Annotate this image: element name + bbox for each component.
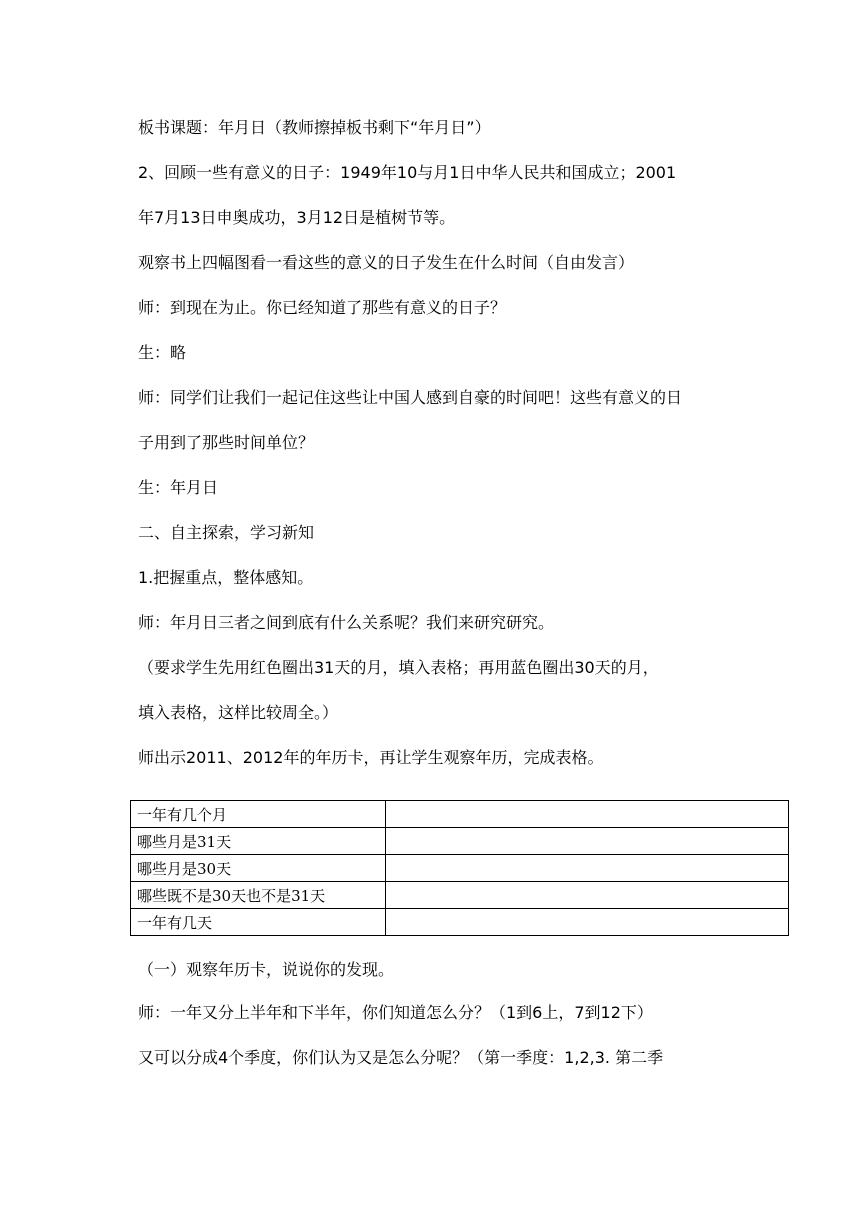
table-row	[131, 801, 789, 828]
table-cell-label: 哪些既不是30天也不是31天	[131, 882, 386, 909]
subheading-grasp-key: 1.把握重点，整体感知。	[138, 568, 314, 587]
month-days-table	[130, 800, 789, 936]
paragraph-half-year: 师：一年又分上半年和下半年，你们知道怎么分？（1到6上，7到12下）	[138, 1003, 653, 1022]
paragraph-quarters: 又可以分成4个季度，你们认为又是怎么分呢？（第一季度：1,2,3. 第二季	[138, 1048, 664, 1067]
paragraph-student-units: 生：年月日	[138, 478, 219, 497]
table-row	[131, 909, 789, 936]
paragraph-calendar-card: 师出示2011、2012年的年历卡，再让学生观察年历，完成表格。	[138, 748, 604, 767]
paragraph-teacher-question: 师：到现在为止。你已经知道了那些有意义的日子？	[138, 298, 507, 317]
table-row	[131, 828, 789, 855]
table-cell-label: 一年有几个月	[131, 801, 386, 828]
paragraph-teacher-relationship: 师：年月日三者之间到底有什么关系呢？我们来研究研究。	[138, 613, 555, 632]
table-cell-label: 哪些月是30天	[131, 855, 386, 882]
paragraph-review-dates-cont: 年7月13日申奥成功，3月12日是植树节等。	[138, 208, 456, 227]
paragraph-student-answer: 生：略	[138, 343, 187, 362]
table-row	[131, 855, 789, 882]
paragraph-instructions-cont: 填入表格，这样比较周全。）	[138, 703, 339, 722]
table-cell-answer	[386, 801, 789, 828]
paragraph-review-dates: 2、回顾一些有意义的日子：1949年10与月1日中华人民共和国成立；2001	[138, 163, 677, 182]
paragraph-teacher-remember: 师：同学们让我们一起记住这些让中国人感到自豪的时间吧！这些有意义的日	[138, 388, 683, 407]
paragraph-observe-pictures: 观察书上四幅图看一看这些的意义的日子发生在什么时间（自由发言）	[138, 253, 635, 272]
table-cell-answer	[386, 828, 789, 855]
subheading-observe-calendar: （一）观察年历卡，说说你的发现。	[138, 960, 395, 979]
table-cell-answer	[386, 909, 789, 936]
paragraph-instructions: （要求学生先用红色圈出31天的月，填入表格；再用蓝色圈出30天的月，	[138, 658, 659, 677]
table-cell-label: 一年有几天	[131, 909, 386, 936]
paragraph-lesson-title: 板书课题：年月日（教师擦掉板书剩下“年月日”）	[138, 118, 491, 137]
section-heading-explore: 二、自主探索，学习新知	[138, 523, 315, 542]
table-cell-label: 哪些月是31天	[131, 828, 386, 855]
table-cell-answer	[386, 855, 789, 882]
paragraph-teacher-remember-cont: 子用到了那些时间单位？	[138, 433, 315, 452]
table-row	[131, 882, 789, 909]
table-cell-answer	[386, 882, 789, 909]
